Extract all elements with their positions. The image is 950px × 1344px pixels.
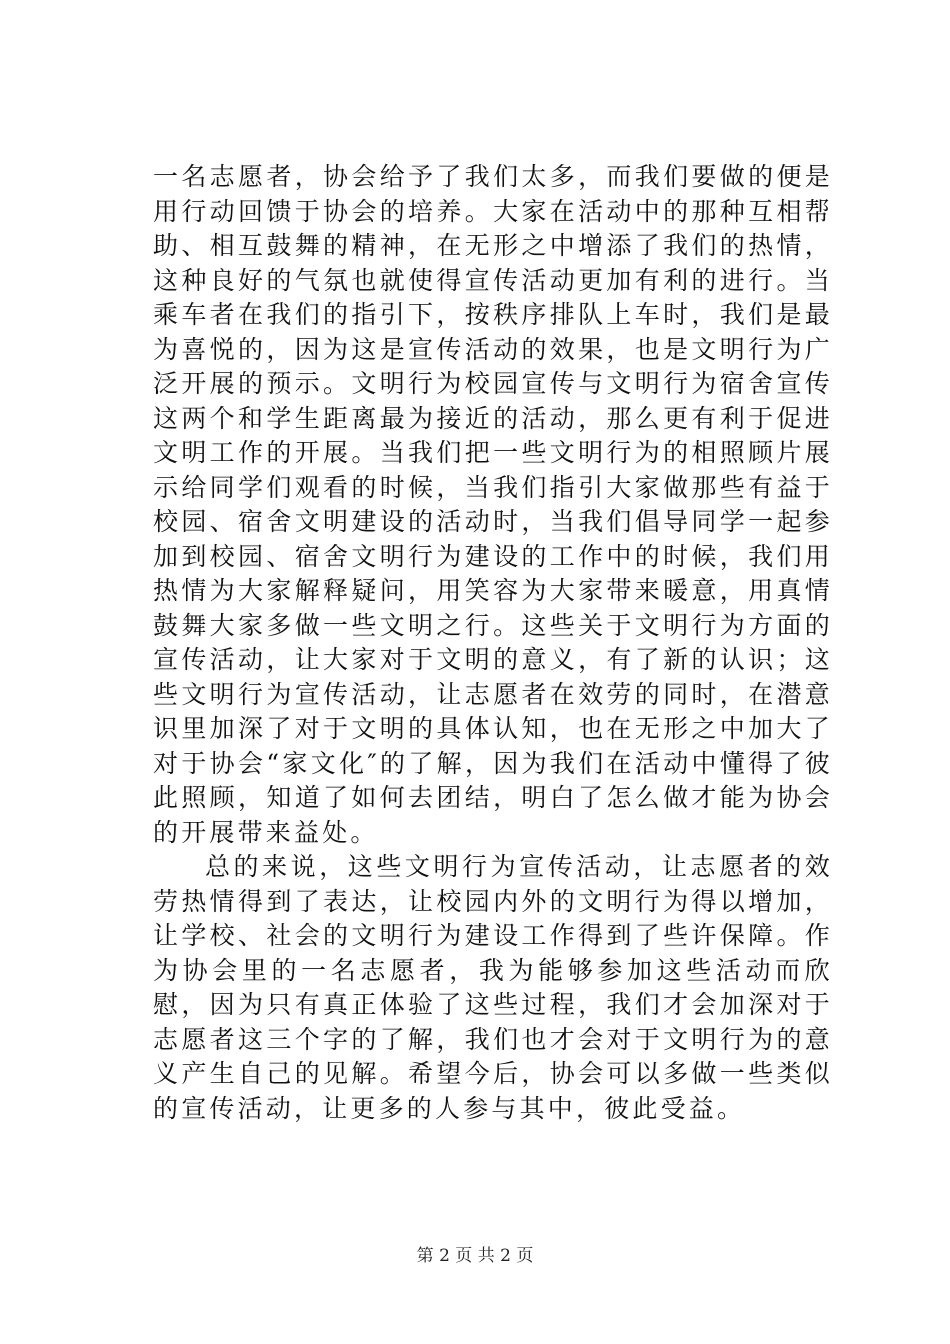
paragraph-1: 一名志愿者，协会给予了我们太多，而我们要做的便是用行动回馈于协会的培养。大家在活动中的那种互相帮助、相互鼓舞的精神，在无形之中增添了我们的热情，这种良好的气氛也就使得宣传活动更加有利的进行。当乘车者在我们的指引下，按秩序排队上车时，我们是最为喜悦的，因为这是宣传活动的效果，也是文明行为广泛开展的预示。文明行为校园宣传与文明行为宿舍宣传这两个和学生距离最为接近的活动，那么更有利于促进文明工作的开展。当我们把一些文明行为的相照顾片展示给同学们观看的时候，当我们指引大家做那些有益于校园、宿舍文明建设的活动时，当我们倡导同学一起参加到校园、宿舍文明行为建设的工作中的时候，我们用热情为大家解释疑问，用笑容为大家带来暖意，用真情鼓舞大家多做一些文明之行。这些关于文明行为方面的宣传活动，让大家对于文明的意义，有了新的认识；这些文明行为宣传活动，让志愿者在效劳的同时，在潜意识里加深了对于文明的具体认知，也在无形之中加大了对于协会“家文化″的了解，因为我们在活动中懂得了彼此照顾，知道了如何去团结，明白了怎么做才能为协会的开展带来益处。	[153, 162, 833, 847]
paragraph-2: 总的来说，这些文明行为宣传活动，让志愿者的效劳热情得到了表达，让校园内外的文明行为得以增加，让学校、社会的文明行为建设工作得到了些许保障。作为协会里的一名志愿者，我为能够参加这些活动而欣慰，因为只有真正体验了这些过程，我们才会加深对于志愿者这三个字的了解，我们也才会对于文明行为的意义产生自己的见解。希望今后，协会可以多做一些类似的宣传活动，让更多的人参与其中，彼此受益。	[153, 852, 833, 1123]
body-text	[153, 160, 833, 1126]
page-footer: 第 2 页 共 2 页	[416, 1246, 534, 1266]
